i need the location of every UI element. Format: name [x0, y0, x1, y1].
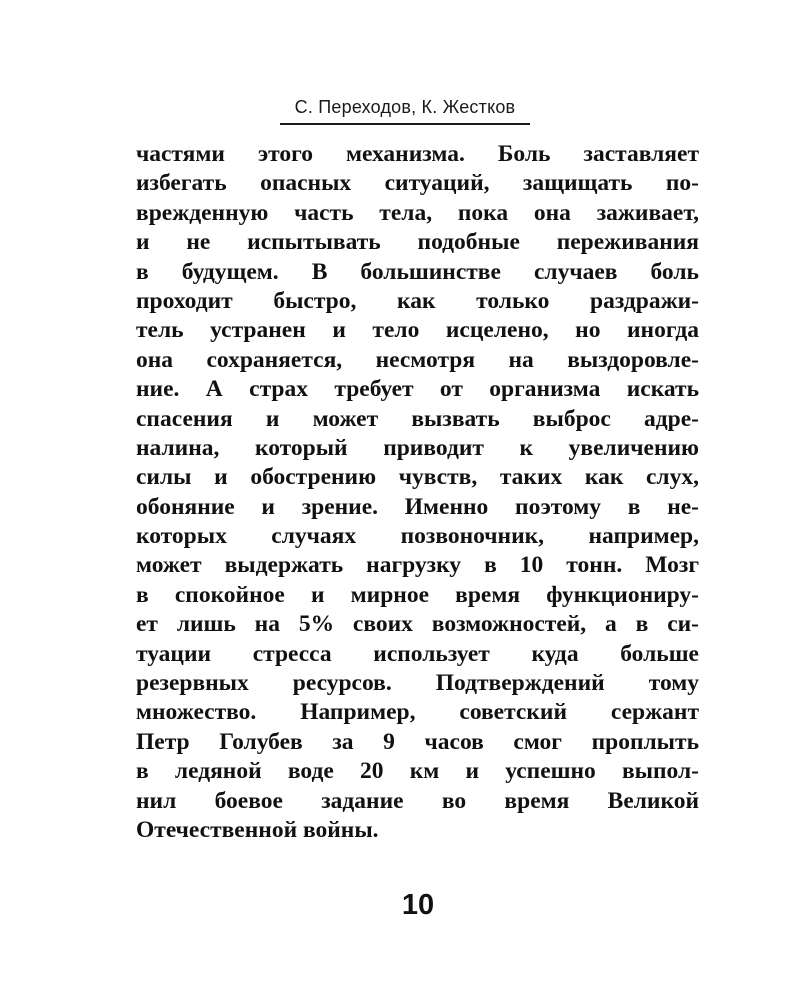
text-line: частями этого механизма. Боль заставляет — [136, 141, 699, 167]
text-line: может выдержать нагрузку в 10 тонн. Мозг — [136, 552, 699, 579]
page-number: 10 — [401, 889, 435, 921]
text-line: нил боевое задание во время Великой — [136, 787, 699, 814]
text-line: обоняние и зрение. Именно поэтому в не- — [136, 493, 699, 520]
text-line: ние. А страх требует от организма искать — [136, 376, 699, 403]
text-line: туации стресса использует куда больше — [136, 640, 699, 667]
text-line: в ледяной воде 20 км и успешно выпол- — [136, 758, 699, 785]
header-rule — [280, 123, 530, 125]
text-line: множество. Например, советский сержант — [136, 699, 699, 726]
text-line: она сохраняется, несмотря на выздоровле- — [136, 346, 699, 373]
text-line: резервных ресурсов. Подтверждений тому — [136, 670, 699, 697]
text-line: Петр Голубев за 9 часов смог проплыть — [136, 728, 699, 755]
text-line: в будущем. В большинстве случаев боль — [136, 258, 699, 285]
text-line: проходит быстро, как только раздражи- — [136, 287, 699, 314]
text-line: в спокойное и мирное время функциониру- — [136, 581, 699, 608]
text-line: Отечественной войны. — [136, 816, 379, 843]
text-line: тель устранен и тело исцелено, но иногда — [136, 317, 699, 344]
text-line: спасения и может вызвать выброс адре- — [136, 405, 699, 432]
body-paragraph — [136, 140, 699, 845]
text-line: налина, который приводит к увеличению — [136, 434, 699, 461]
text-line: и не испытывать подобные переживания — [136, 229, 699, 256]
text-line: которых случаях позвоночник, например, — [136, 523, 699, 550]
text-line: силы и обострению чувств, таких как слух, — [136, 464, 699, 491]
text-line: врежденную часть тела, пока она заживает, — [136, 199, 699, 226]
running-header-authors: С. Переходов, К. Жестков — [294, 97, 516, 117]
text-line: ет лишь на 5% своих возможностей, а в си- — [136, 611, 699, 638]
text-line: избегать опасных ситуаций, защищать по- — [136, 170, 699, 197]
